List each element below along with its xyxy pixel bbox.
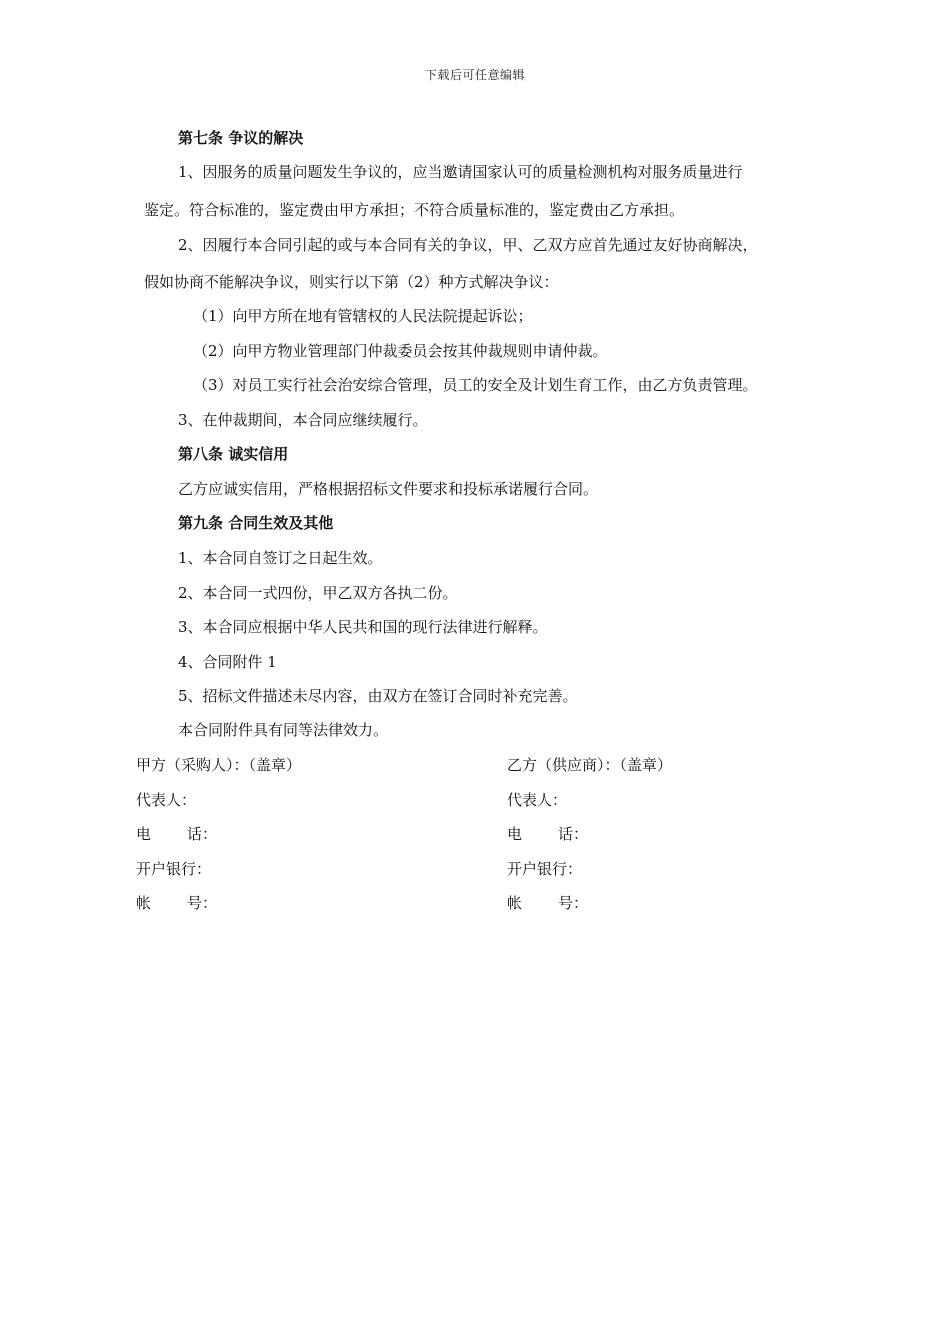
section9-item-3: 3、本合同应根据中华人民共和国的现行法律进行解释。	[178, 618, 548, 636]
party-b-phone-label-b: 话：	[558, 825, 589, 843]
section8-title: 第八条 诚实信用	[178, 445, 289, 463]
section7-p1-line2: 鉴定。符合标准的，鉴定费由甲方承担；不符合质量标准的，鉴定费由乙方承担。	[144, 201, 685, 219]
section8-p1: 乙方应诚实信用，严格根据招标文件要求和投标承诺履行合同。	[178, 480, 599, 498]
party-b-phone	[507, 824, 588, 844]
party-a-phone-label-a: 电	[136, 825, 152, 843]
page-header: 下载后可任意编辑	[424, 68, 525, 82]
section9-item-1: 1、本合同自签订之日起生效。	[178, 549, 383, 567]
section7-option3: （3）对员工实行社会治安综合管理，员工的安全及计划生育工作，由乙方负责管理。	[193, 376, 758, 394]
party-b-account-label-a: 帐	[507, 894, 523, 912]
section9-item-2: 2、本合同一式四份，甲乙双方各执二份。	[178, 584, 458, 602]
section7-p1-line1: 1、因服务的质量问题发生争议的，应当邀请国家认可的质量检测机构对服务质量进行	[178, 163, 743, 181]
party-b-account	[507, 893, 588, 913]
section7-p3: 3、在仲裁期间，本合同应继续履行。	[178, 411, 428, 429]
section9-item-5: 5、招标文件描述未尽内容，由双方在签订合同时补充完善。	[178, 687, 578, 705]
section7-title: 第七条 争议的解决	[178, 129, 304, 147]
party-a-phone	[136, 824, 217, 844]
party-b-bank: 开户银行：	[507, 860, 583, 878]
party-a-account	[136, 893, 217, 913]
section9-attachment-note: 本合同附件具有同等法律效力。	[178, 721, 389, 739]
section9-item-4: 4、合同附件 1	[178, 653, 277, 671]
party-b-account-label-b: 号：	[558, 894, 589, 912]
party-b-representative: 代表人：	[507, 791, 568, 809]
section9-title: 第九条 合同生效及其他	[178, 514, 334, 532]
party-a-bank: 开户银行：	[136, 860, 212, 878]
party-b-title: 乙方（供应商）：（盖章）	[507, 756, 673, 774]
party-a-phone-label-b: 话：	[187, 825, 218, 843]
party-b-phone-label-a: 电	[507, 825, 523, 843]
section7-p2-line2: 假如协商不能解决争议，则实行以下第（2）种方式解决争议：	[144, 273, 559, 291]
section7-option1: （1）向甲方所在地有管辖权的人民法院提起诉讼；	[193, 307, 533, 325]
party-a-account-label-a: 帐	[136, 894, 152, 912]
party-a-title: 甲方（采购人）：（盖章）	[136, 756, 302, 774]
party-a-representative: 代表人：	[136, 791, 197, 809]
section7-p2-line1: 2、因履行本合同引起的或与本合同有关的争议，甲、乙双方应首先通过友好协商解决，	[178, 236, 758, 254]
section7-option2: （2）向甲方物业管理部门仲裁委员会按其仲裁规则申请仲裁。	[193, 342, 608, 360]
party-a-account-label-b: 号：	[187, 894, 218, 912]
